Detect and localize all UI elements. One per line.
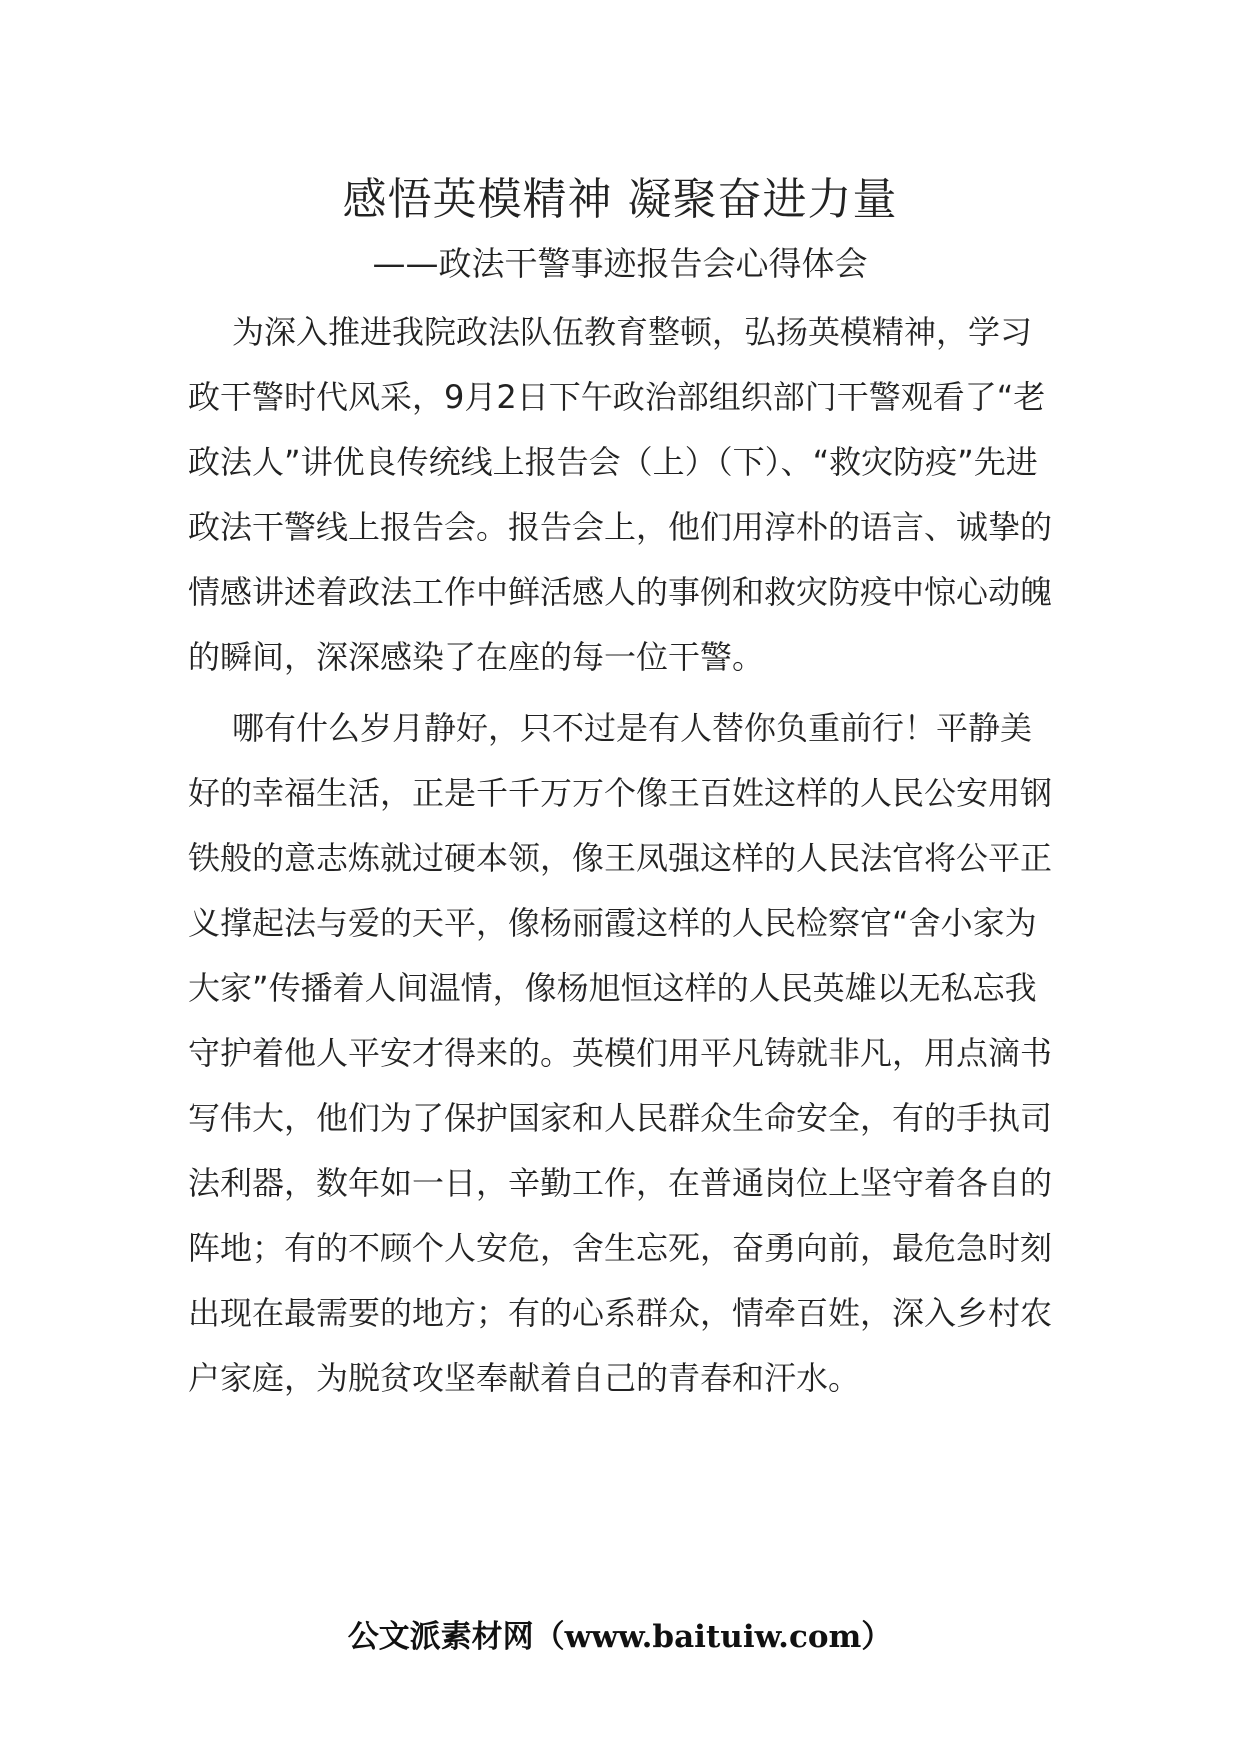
footer-watermark-text: 公文派素材网（www.baituiw.com） [347,1619,893,1655]
paragraph-1: 为深入推进我院政法队伍教育整顿，弘扬英模精神，学习政干警时代风采，9月2日下午政治部组织部门干警观看了“老政法人”讲优良传统线上报告会（上）（下）、“救灾防疫”先进政法干警线上报告会。报告会上，他们用淳朴的语言、诚挚的情感讲述着政法工作中鲜活感人的事例和救灾防疫中惊心动魄的瞬间，深深感染了在座的每一位干警。 [188,313,1053,676]
document-body [188,300,1058,1411]
document-title: 感悟英模精神 凝聚奋进力量 [342,174,898,225]
document-subtitle: ——政法干警事迹报告会心得体会 [372,244,868,283]
paragraph-2: 哪有什么岁月静好，只不过是有人替你负重前行！平静美好的幸福生活，正是千千万万个像王百姓这样的人民公安用钢铁般的意志炼就过硬本领，像王凤强这样的人民法官将公平正义撑起法与爱的天平，像杨丽霞这样的人民检察官“舍小家为大家”传播着人间温情，像杨旭恒这样的人民英雄以无私忘我守护着他人平安才得来的。英模们用平凡铸就非凡，用点滴书写伟大，他们为了保护国家和人民群众生命安全，有的手执司法利器，数年如一日，辛勤工作，在普通岗位上坚守着各自的阵地；有的不顾个人安危，舍生忘死，奋勇向前，最危急时刻出现在最需要的地方；有的心系群众，情牵百姓，深入乡村农户家庭，为脱贫攻坚奉献着自己的青春和汗水。 [188,709,1053,1397]
